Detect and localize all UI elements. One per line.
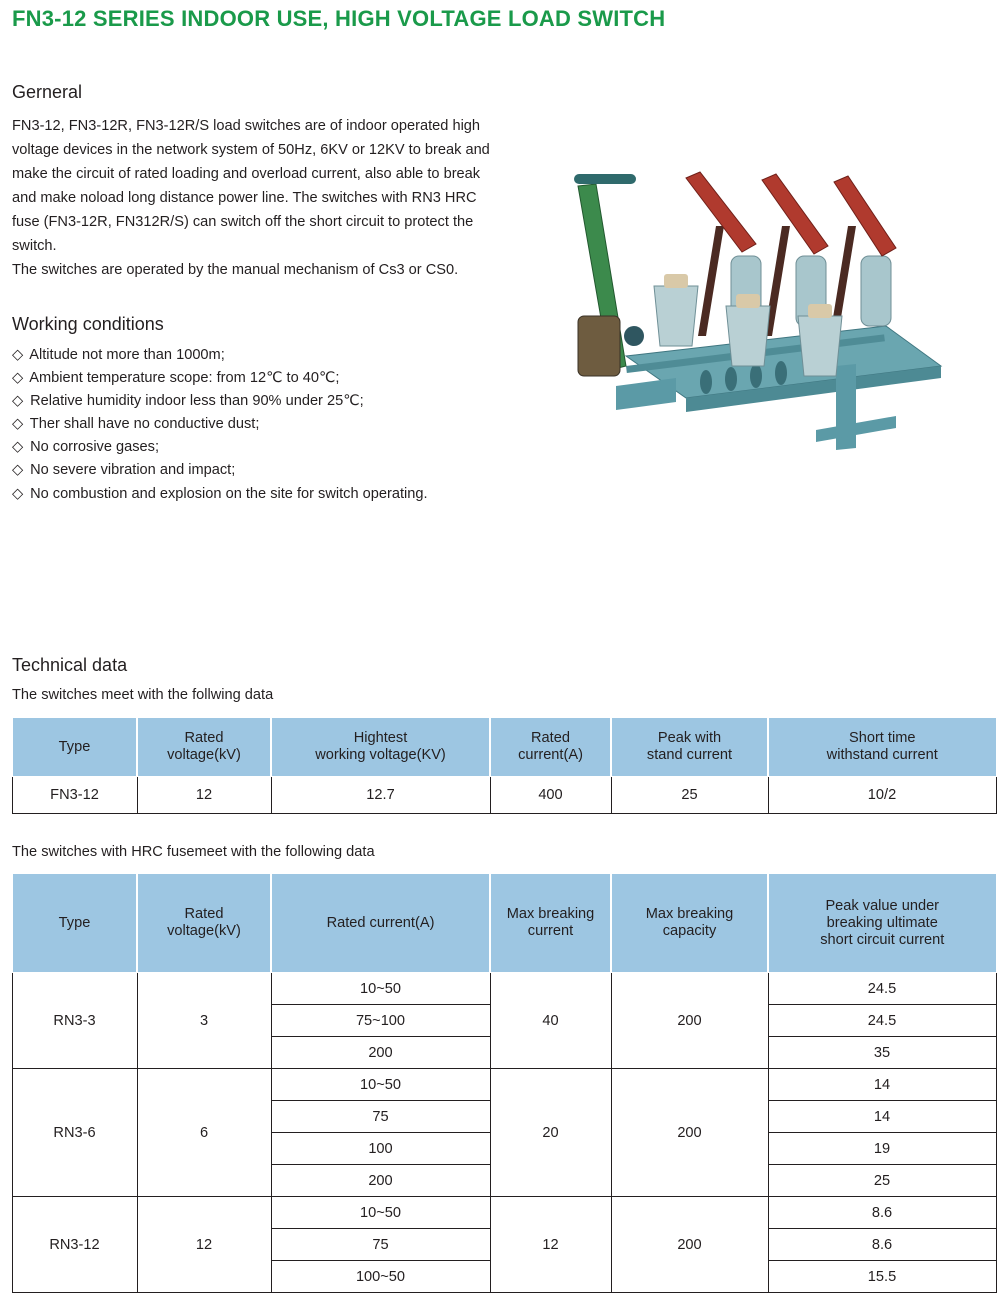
diamond-bullet-icon: ◇ <box>12 370 24 387</box>
table-row: 200 25 <box>12 1165 996 1197</box>
diamond-bullet-icon: ◇ <box>12 439 24 456</box>
list-item: ◇ No corrosive gases; <box>12 436 428 459</box>
diamond-bullet-icon: ◇ <box>12 462 24 479</box>
column-header: Type <box>12 874 137 973</box>
switch-data-table <box>11 717 997 814</box>
table-row: RN3-12 12 10~50 12 200 8.6 <box>12 1197 996 1229</box>
general-line: make the circuit of rated loading and overload current, also able to break <box>12 166 481 182</box>
column-header: Type <box>12 718 137 777</box>
technical-data-heading: Technical data <box>12 655 128 675</box>
column-header: Short time withstand current <box>768 718 996 777</box>
table1-caption: The switches meet with the follwing data <box>12 687 274 703</box>
column-header: Hightest working voltage(KV) <box>271 718 490 777</box>
table2-caption: The switches with HRC fusemeet with the following data <box>12 844 375 860</box>
column-header: Max breaking current <box>490 874 611 973</box>
list-item: ◇ Altitude not more than 1000m; <box>12 344 428 367</box>
general-line: fuse (FN3-12R, FN312R/S) can switch off the short circuit to protect the <box>12 214 474 230</box>
column-header: Rated voltage(kV) <box>137 718 271 777</box>
list-item: ◇ No combustion and explosion on the site for switch operating. <box>12 483 428 506</box>
general-line: FN3-12, FN3-12R, FN3-12R/S load switches are of indoor operated high <box>12 118 481 134</box>
table-row: 75~100 24.5 <box>12 1005 996 1037</box>
list-item: ◇ Ther shall have no conductive dust; <box>12 413 428 436</box>
working-conditions-heading: Working conditions <box>12 314 164 334</box>
column-header: Peak value under breaking ultimate short circuit current <box>768 874 996 973</box>
list-item: ◇ No severe vibration and impact; <box>12 459 428 482</box>
hrc-fuse-data-table <box>11 873 997 1293</box>
diamond-bullet-icon: ◇ <box>12 416 24 433</box>
working-conditions-list <box>12 344 428 506</box>
table-row: 100 19 <box>12 1133 996 1165</box>
column-header: Peak with stand current <box>611 718 768 777</box>
general-line: and make noload long distance power line. The switches with RN3 HRC <box>12 190 477 206</box>
general-heading: Gerneral <box>12 82 83 102</box>
general-paragraph <box>12 114 524 282</box>
general-line: voltage devices in the network system of 50Hz, 6KV or 12KV to break and <box>12 142 490 158</box>
table-row: RN3-3 3 10~50 40 200 24.5 <box>12 973 996 1005</box>
table-row: 75 14 <box>12 1101 996 1133</box>
column-header: Rated current(A) <box>490 718 611 777</box>
column-header: Max breaking capacity <box>611 874 768 973</box>
table-header-row <box>12 718 996 777</box>
general-line: switch. <box>12 238 57 254</box>
diamond-bullet-icon: ◇ <box>12 393 24 410</box>
table-row: RN3-6 6 10~50 20 200 14 <box>12 1069 996 1101</box>
table-row: 75 8.6 <box>12 1229 996 1261</box>
table-row: 200 35 <box>12 1037 996 1069</box>
load-switch-photo <box>556 166 946 452</box>
table-header-row <box>12 874 996 973</box>
page-title: FN3-12 SERIES INDOOR USE, HIGH VOLTAGE LOAD SWITCH <box>12 6 666 31</box>
list-item: ◇ Relative humidity indoor less than 90% under 25℃; <box>12 390 428 413</box>
diamond-bullet-icon: ◇ <box>12 347 24 363</box>
general-line: The switches are operated by the manual mechanism of Cs3 or CS0. <box>12 262 459 278</box>
column-header: Rated voltage(kV) <box>137 874 271 973</box>
column-header: Rated current(A) <box>271 874 490 973</box>
list-item: ◇ Ambient temperature scope: from 12℃ to 40℃; <box>12 367 428 390</box>
table-row: FN3-12 12 12.7 400 25 10/2 <box>12 777 996 814</box>
diamond-bullet-icon: ◇ <box>12 485 24 502</box>
table-row: 100~50 15.5 <box>12 1261 996 1293</box>
